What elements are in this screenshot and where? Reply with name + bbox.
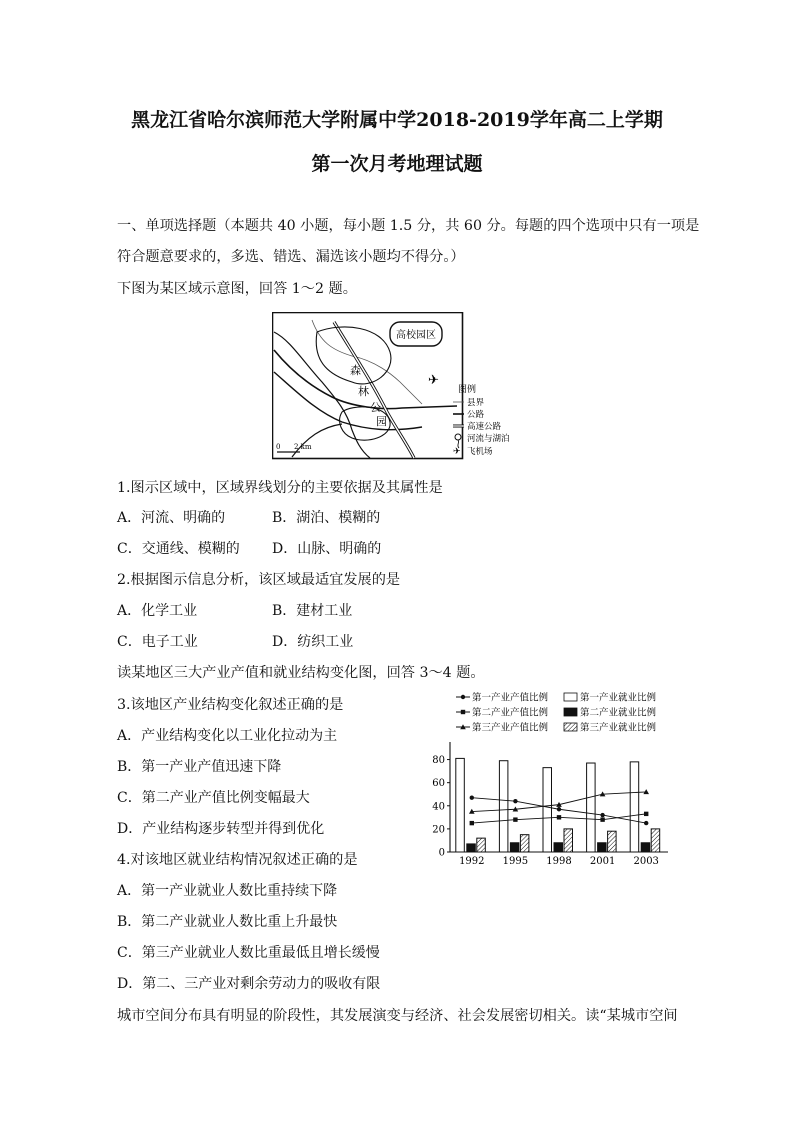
question-3: 3.该地区产业结构变化叙述正确的是: [117, 697, 344, 713]
q3-option-d[interactable]: D．产业结构逐步转型并得到优化: [117, 821, 325, 837]
legend-title: 图例: [458, 385, 477, 395]
q4-option-a[interactable]: A．第一产业就业人数比重持续下降: [117, 883, 338, 899]
legend-airport: 飞机场: [467, 447, 493, 457]
scale-km: 2 km: [294, 443, 312, 451]
legend-line-marker: [461, 695, 465, 699]
series-point-1: [557, 807, 561, 811]
industry-structure-chart: [428, 688, 678, 868]
q3-option-b[interactable]: B．第一产业产值迅速下降: [117, 759, 282, 775]
park-char-3: 公: [370, 401, 381, 414]
series-point-1: [470, 795, 474, 799]
map-intro: 下图为某区域示意图，回答 1～2 题。: [117, 281, 357, 297]
series-point-1: [600, 813, 604, 817]
campus-label: 高校园区: [396, 330, 436, 341]
park-char-4: 园: [376, 415, 387, 428]
y-tick-label: 0: [438, 847, 445, 859]
series-point-1: [644, 821, 648, 825]
q1-option-d[interactable]: D．山脉、明确的: [272, 541, 382, 557]
legend-line-label: 第二产业产值比例: [472, 707, 549, 719]
bar-tertiary-employment: [564, 829, 573, 852]
y-tick-label: 80: [432, 755, 445, 767]
bar-secondary-employment: [598, 843, 607, 852]
series-point-2: [513, 817, 517, 821]
chart-intro: 读某地区三大产业产值和就业结构变化图，回答 3～4 题。: [117, 665, 485, 681]
bar-secondary-employment: [641, 843, 650, 852]
series-point-2: [470, 821, 474, 825]
bar-primary-employment: [587, 763, 596, 852]
bar-tertiary-employment: [477, 838, 486, 852]
series-point-2: [557, 815, 561, 819]
last-paragraph-line: 城市空间分布具有明显的阶段性，其发展演变与经济、社会发展密切相关。读“某城市空间: [117, 1008, 678, 1024]
legend-bar-swatch: [564, 708, 577, 716]
bar-tertiary-employment: [608, 831, 617, 852]
airplane-icon: ✈: [428, 373, 439, 388]
series-point-2: [600, 817, 604, 821]
scale-zero: 0: [276, 443, 281, 451]
legend-airport-icon: ✈: [453, 447, 461, 457]
question-4: 4.对该地区就业结构情况叙述正确的是: [117, 852, 358, 868]
bar-primary-employment: [456, 758, 465, 852]
park-char-1: 森: [350, 364, 361, 377]
bar-primary-employment: [630, 762, 639, 852]
chart-legend: [456, 692, 656, 734]
x-tick-label: 1998: [546, 856, 572, 867]
legend-bar-label: 第三产业就业比例: [580, 722, 657, 734]
q4-option-b[interactable]: B．第二产业就业人数比重上升最快: [117, 914, 338, 930]
x-tick-label: 1992: [459, 856, 485, 867]
x-tick-label: 2001: [589, 856, 616, 867]
series-point-1: [513, 799, 517, 803]
chart-lines: [469, 789, 649, 825]
q3-option-a[interactable]: A．产业结构变化以工业化拉动为主: [117, 728, 338, 744]
bar-secondary-employment: [554, 843, 563, 852]
x-tick-label: 1995: [502, 856, 529, 867]
park-char-2: 林: [358, 385, 369, 398]
legend-bar-label: 第二产业就业比例: [580, 707, 657, 719]
question-2: 2.根据图示信息分析，该区域最适宜发展的是: [117, 572, 401, 588]
y-tick-label: 20: [432, 824, 445, 836]
q4-option-c[interactable]: C．第三产业就业人数比重最低且增长缓慢: [117, 945, 380, 961]
document-title-line1: 黑龙江省哈尔滨师范大学附属中学2018-2019学年高二上学期: [131, 109, 663, 131]
legend-river: 河流与湖泊: [467, 434, 510, 444]
legend-highway: 高速公路: [467, 422, 502, 432]
q1-option-a[interactable]: A．河流、明确的: [117, 510, 226, 526]
legend-line-label: 第一产业产值比例: [472, 692, 549, 704]
x-tick-label: 2003: [633, 856, 659, 867]
legend-line-marker: [461, 710, 465, 714]
series-point-2: [644, 812, 648, 816]
question-1: 1.图示区域中，区域界线划分的主要依据及其属性是: [117, 480, 443, 496]
legend-line-label: 第三产业产值比例: [472, 722, 549, 734]
bar-secondary-employment: [510, 843, 519, 852]
q3-option-c[interactable]: C．第二产业产值比例变幅最大: [117, 790, 310, 806]
section-heading-line1: 一、单项选择题（本题共 40 小题，每小题 1.5 分，共 60 分。每题的四个选项中只有一项是: [117, 218, 700, 234]
bar-secondary-employment: [467, 844, 476, 852]
bar-primary-employment: [543, 768, 552, 852]
region-map-figure: [272, 312, 542, 462]
document-title-line2: 第一次月考地理试题: [311, 153, 483, 175]
y-tick-label: 60: [432, 778, 445, 790]
legend-bar-swatch: [564, 693, 577, 701]
q1-option-c[interactable]: C．交通线、模糊的: [117, 541, 240, 557]
q2-option-d[interactable]: D．纺织工业: [272, 634, 354, 650]
q2-option-c[interactable]: C．电子工业: [117, 634, 198, 650]
bar-tertiary-employment: [651, 829, 660, 852]
q2-option-b[interactable]: B．建材工业: [272, 603, 353, 619]
bar-primary-employment: [499, 761, 508, 852]
y-tick-label: 40: [432, 801, 445, 813]
bar-tertiary-employment: [520, 835, 529, 852]
q2-option-a[interactable]: A．化学工业: [117, 603, 198, 619]
section-heading-line2: 符合题意要求的，多选、错选、漏选该小题均不得分。）: [117, 249, 465, 265]
legend-bar-label: 第一产业就业比例: [580, 692, 657, 704]
q4-option-d[interactable]: D．第二、三产业对剩余劳动力的吸收有限: [117, 976, 381, 992]
q1-option-b[interactable]: B．湖泊、模糊的: [272, 510, 381, 526]
legend-bar-swatch: [564, 723, 577, 731]
legend-road: 公路: [467, 410, 485, 420]
legend-county: 县界: [467, 398, 485, 408]
